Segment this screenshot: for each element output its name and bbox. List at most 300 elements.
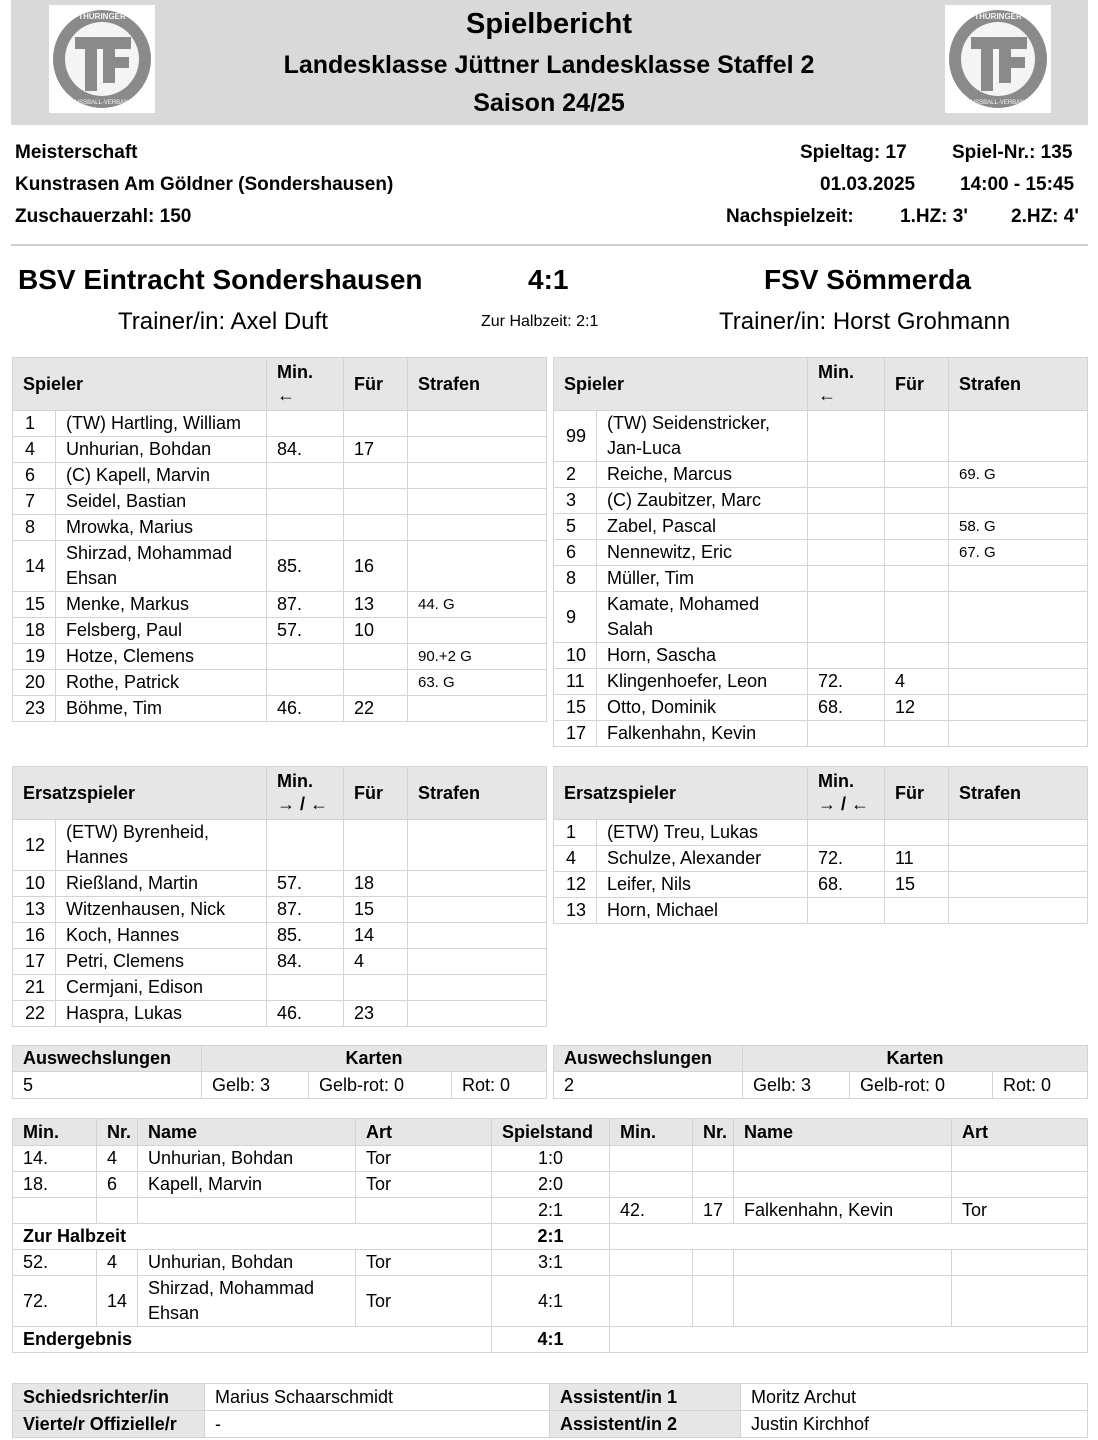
event-home-name: Unhurian, Bohdan xyxy=(138,1250,356,1276)
cards-label: Karten xyxy=(202,1046,547,1072)
logo-bottom-text: FUSSBALL-VERBAND xyxy=(967,100,1029,106)
event-away-minute xyxy=(610,1250,693,1276)
col-home-nr: Nr. xyxy=(97,1119,138,1146)
substituted-for: 4 xyxy=(885,669,949,695)
substituted-for xyxy=(885,566,949,592)
penalty xyxy=(408,1001,547,1027)
stoppage-second-half: 2.HZ: 4' xyxy=(1011,206,1079,227)
substituted-for: 15 xyxy=(344,897,408,923)
report-title: Spielbericht xyxy=(466,8,632,40)
event-home-name: Kapell, Marvin xyxy=(138,1172,356,1198)
penalty xyxy=(408,871,547,897)
cards-label: Karten xyxy=(743,1046,1088,1072)
substitution-minute xyxy=(808,540,885,566)
home-summary-table xyxy=(12,1045,547,1099)
player-number: 18 xyxy=(13,618,56,644)
substituted-for xyxy=(344,975,408,1001)
substituted-for: 17 xyxy=(344,437,408,463)
penalty: 67. G xyxy=(949,540,1088,566)
player-row xyxy=(13,923,547,949)
player-number: 15 xyxy=(554,695,597,721)
substitution-minute: 72. xyxy=(808,669,885,695)
penalty xyxy=(408,897,547,923)
event-away-number xyxy=(693,1276,734,1327)
event-home-name xyxy=(138,1198,356,1224)
substitution-minute xyxy=(808,566,885,592)
event-away-minute: 42. xyxy=(610,1198,693,1224)
event-away-number: 17 xyxy=(693,1198,734,1224)
substitution-minute: 87. xyxy=(267,592,344,618)
event-summary-row xyxy=(13,1224,1088,1250)
player-number: 11 xyxy=(554,669,597,695)
home-team: BSV Eintracht Sondershausen xyxy=(18,264,423,295)
col-penalties: Strafen xyxy=(949,767,1088,820)
player-number: 17 xyxy=(554,721,597,747)
player-number: 1 xyxy=(554,820,597,846)
substitution-minute xyxy=(808,898,885,924)
penalty: 90.+2 G xyxy=(408,644,547,670)
event-away-type: Tor xyxy=(952,1198,1088,1224)
substituted-for: 14 xyxy=(344,923,408,949)
final-result: 4:1 xyxy=(492,1327,610,1353)
player-row xyxy=(13,541,547,592)
substituted-for: 13 xyxy=(344,592,408,618)
player-row xyxy=(13,489,547,515)
competition: Meisterschaft xyxy=(15,142,138,163)
event-home-minute: 18. xyxy=(13,1172,97,1198)
red-cards: Rot: 0 xyxy=(452,1072,547,1099)
penalty xyxy=(949,872,1088,898)
player-row xyxy=(554,669,1088,695)
substitution-minute xyxy=(808,643,885,669)
halftime-label: Zur Halbzeit xyxy=(13,1224,492,1250)
substituted-for xyxy=(344,515,408,541)
player-row xyxy=(554,514,1088,540)
player-number: 8 xyxy=(13,515,56,541)
col-away-nr: Nr. xyxy=(693,1119,734,1146)
event-home-type: Tor xyxy=(356,1276,492,1327)
match-time: 14:00 - 15:45 xyxy=(960,174,1075,195)
event-away-name xyxy=(734,1146,952,1172)
player-name: (C) Kapell, Marvin xyxy=(56,463,267,489)
event-away-type xyxy=(952,1276,1088,1327)
player-name: (C) Zaubitzer, Marc xyxy=(597,488,808,514)
substitution-minute xyxy=(267,820,344,871)
substituted-for xyxy=(344,463,408,489)
player-name: Mrowka, Marius xyxy=(56,515,267,541)
player-number: 13 xyxy=(554,898,597,924)
home-trainer: Trainer/in: Axel Duft xyxy=(118,308,328,335)
player-row xyxy=(554,898,1088,924)
away-trainer: Trainer/in: Horst Grohmann xyxy=(719,308,1011,335)
penalty xyxy=(408,437,547,463)
player-row xyxy=(554,846,1088,872)
player-row xyxy=(554,643,1088,669)
player-row xyxy=(13,437,547,463)
event-row xyxy=(13,1172,1088,1198)
player-row xyxy=(13,820,547,871)
substituted-for xyxy=(344,820,408,871)
halftime-result: 2:1 xyxy=(492,1224,610,1250)
penalty xyxy=(408,820,547,871)
event-home-minute xyxy=(13,1198,97,1224)
player-number: 99 xyxy=(554,411,597,462)
col-player: Spieler xyxy=(13,358,267,411)
substitution-minute xyxy=(267,515,344,541)
player-number: 6 xyxy=(13,463,56,489)
penalty: 69. G xyxy=(949,462,1088,488)
penalty xyxy=(949,820,1088,846)
penalty xyxy=(949,846,1088,872)
player-number: 9 xyxy=(554,592,597,643)
matchday: Spieltag: 17 xyxy=(800,142,907,163)
col-home-name: Name xyxy=(138,1119,356,1146)
player-name: Hotze, Clemens xyxy=(56,644,267,670)
substitution-minute xyxy=(808,514,885,540)
substitution-minute xyxy=(267,489,344,515)
player-row xyxy=(13,949,547,975)
substituted-for xyxy=(885,411,949,462)
player-name: Müller, Tim xyxy=(597,566,808,592)
penalty xyxy=(949,411,1088,462)
penalty xyxy=(408,618,547,644)
player-number: 6 xyxy=(554,540,597,566)
fourth-official-label: Vierte/r Offizielle/r xyxy=(13,1411,205,1438)
col-home-type: Art xyxy=(356,1119,492,1146)
player-number: 5 xyxy=(554,514,597,540)
substitution-minute xyxy=(808,721,885,747)
logo-top-text: THÜRINGER xyxy=(78,12,126,21)
player-name: Klingenhoefer, Leon xyxy=(597,669,808,695)
penalty xyxy=(408,923,547,949)
player-number: 20 xyxy=(13,670,56,696)
penalty: 58. G xyxy=(949,514,1088,540)
player-name: Witzenhausen, Nick xyxy=(56,897,267,923)
event-home-minute: 72. xyxy=(13,1276,97,1327)
player-number: 22 xyxy=(13,1001,56,1027)
event-away-name xyxy=(734,1276,952,1327)
substitution-minute xyxy=(267,463,344,489)
substitution-minute: 46. xyxy=(267,696,344,722)
player-name: Zabel, Pascal xyxy=(597,514,808,540)
event-home-minute: 52. xyxy=(13,1250,97,1276)
final-result-label: Endergebnis xyxy=(13,1327,492,1353)
player-name: Falkenhahn, Kevin xyxy=(597,721,808,747)
events-table xyxy=(12,1118,1088,1353)
subs-count-label: Auswechslungen xyxy=(13,1046,202,1072)
player-row xyxy=(13,411,547,437)
away-team: FSV Sömmerda xyxy=(764,264,971,295)
penalty xyxy=(949,643,1088,669)
player-name: Rießland, Martin xyxy=(56,871,267,897)
event-row xyxy=(13,1198,1088,1224)
player-name: Rothe, Patrick xyxy=(56,670,267,696)
substituted-for: 22 xyxy=(344,696,408,722)
event-score: 2:1 xyxy=(492,1198,610,1224)
match-date: 01.03.2025 xyxy=(820,174,916,195)
player-number: 7 xyxy=(13,489,56,515)
yellow-cards: Gelb: 3 xyxy=(202,1072,309,1099)
away-summary-table xyxy=(553,1045,1088,1099)
assistant1: Moritz Archut xyxy=(741,1384,1088,1411)
col-subs: Ersatzspieler xyxy=(13,767,267,820)
event-home-number: 14 xyxy=(97,1276,138,1327)
player-name: (ETW) Treu, Lukas xyxy=(597,820,808,846)
substitution-minute: 57. xyxy=(267,871,344,897)
player-name: Menke, Markus xyxy=(56,592,267,618)
penalty xyxy=(408,541,547,592)
substitution-minute: 85. xyxy=(267,541,344,592)
player-name: Otto, Dominik xyxy=(597,695,808,721)
player-name: Koch, Hannes xyxy=(56,923,267,949)
substituted-for: 23 xyxy=(344,1001,408,1027)
subs-count-label: Auswechslungen xyxy=(554,1046,743,1072)
penalty xyxy=(949,669,1088,695)
col-penalties: Strafen xyxy=(949,358,1088,411)
player-number: 4 xyxy=(554,846,597,872)
player-name: Schulze, Alexander xyxy=(597,846,808,872)
player-row xyxy=(13,897,547,923)
player-number: 8 xyxy=(554,566,597,592)
halftime-score: Zur Halbzeit: 2:1 xyxy=(481,313,599,330)
substituted-for: 10 xyxy=(344,618,408,644)
substitution-minute: 84. xyxy=(267,949,344,975)
venue: Kunstrasen Am Göldner (Sondershausen) xyxy=(15,174,394,195)
col-away-min: Min. xyxy=(610,1119,693,1146)
event-score: 3:1 xyxy=(492,1250,610,1276)
event-home-number: 6 xyxy=(97,1172,138,1198)
player-row xyxy=(13,670,547,696)
substituted-for: 18 xyxy=(344,871,408,897)
penalty xyxy=(408,975,547,1001)
col-for: Für xyxy=(344,767,408,820)
player-row xyxy=(13,515,547,541)
player-name: Kamate, Mohamed Salah xyxy=(597,592,808,643)
home-players-table xyxy=(12,357,547,722)
player-name: Böhme, Tim xyxy=(56,696,267,722)
event-away-name xyxy=(734,1250,952,1276)
penalty xyxy=(949,695,1088,721)
penalty xyxy=(408,696,547,722)
substituted-for: 15 xyxy=(885,872,949,898)
event-row xyxy=(13,1250,1088,1276)
player-row xyxy=(554,592,1088,643)
penalty xyxy=(408,463,547,489)
player-number: 16 xyxy=(13,923,56,949)
event-home-type xyxy=(356,1198,492,1224)
col-away-type: Art xyxy=(952,1119,1088,1146)
player-name: Seidel, Bastian xyxy=(56,489,267,515)
event-away-number xyxy=(693,1172,734,1198)
substitution-minute xyxy=(808,462,885,488)
penalty xyxy=(408,489,547,515)
substituted-for: 11 xyxy=(885,846,949,872)
yellow-cards: Gelb: 3 xyxy=(743,1072,850,1099)
col-away-name: Name xyxy=(734,1119,952,1146)
substituted-for xyxy=(885,820,949,846)
substituted-for xyxy=(885,462,949,488)
player-name: Unhurian, Bohdan xyxy=(56,437,267,463)
col-penalties: Strafen xyxy=(408,358,547,411)
col-for: Für xyxy=(344,358,408,411)
substitution-minute xyxy=(808,411,885,462)
col-min: Min. ← xyxy=(808,358,885,411)
stoppage-first-half: 1.HZ: 3' xyxy=(900,206,968,227)
player-name: Haspra, Lukas xyxy=(56,1001,267,1027)
substitution-minute xyxy=(267,411,344,437)
substituted-for xyxy=(344,670,408,696)
substituted-for xyxy=(885,721,949,747)
event-away-name: Falkenhahn, Kevin xyxy=(734,1198,952,1224)
officials-table xyxy=(12,1383,1088,1438)
substituted-for xyxy=(344,644,408,670)
player-name: (TW) Seidenstricker, Jan-Luca xyxy=(597,411,808,462)
substitution-minute: 46. xyxy=(267,1001,344,1027)
penalty xyxy=(949,721,1088,747)
event-away-type xyxy=(952,1250,1088,1276)
player-name: Felsberg, Paul xyxy=(56,618,267,644)
subs-count: 5 xyxy=(13,1072,202,1099)
event-away-name xyxy=(734,1172,952,1198)
substituted-for xyxy=(885,514,949,540)
substitution-minute xyxy=(267,975,344,1001)
col-home-min: Min. xyxy=(13,1119,97,1146)
substituted-for xyxy=(344,411,408,437)
player-row xyxy=(13,463,547,489)
player-number: 12 xyxy=(13,820,56,871)
penalty xyxy=(949,898,1088,924)
event-summary-blank xyxy=(610,1224,1088,1250)
player-row xyxy=(13,1001,547,1027)
referee: Marius Schaarschmidt xyxy=(205,1384,550,1411)
col-min: Min. → / ← xyxy=(267,767,344,820)
player-name: Horn, Sascha xyxy=(597,643,808,669)
player-row xyxy=(13,975,547,1001)
yellow-red-cards: Gelb-rot: 0 xyxy=(850,1072,993,1099)
player-row xyxy=(554,411,1088,462)
home-subs-table xyxy=(12,766,547,1027)
player-name: Horn, Michael xyxy=(597,898,808,924)
away-subs-table xyxy=(553,766,1088,924)
event-home-name: Shirzad, Mohammad Ehsan xyxy=(138,1276,356,1327)
referee-label: Schiedsrichter/in xyxy=(13,1384,205,1411)
player-row xyxy=(554,540,1088,566)
penalty xyxy=(949,592,1088,643)
penalty: 44. G xyxy=(408,592,547,618)
substitution-minute: 72. xyxy=(808,846,885,872)
substitution-minute: 84. xyxy=(267,437,344,463)
substituted-for xyxy=(885,643,949,669)
substitution-minute xyxy=(267,670,344,696)
col-subs: Ersatzspieler xyxy=(554,767,808,820)
col-min: Min. → / ← xyxy=(808,767,885,820)
match-number: Spiel-Nr.: 135 xyxy=(952,142,1073,163)
event-away-type xyxy=(952,1172,1088,1198)
player-number: 21 xyxy=(13,975,56,1001)
logo-bottom-text: FUSSBALL-VERBAND xyxy=(71,100,133,106)
yellow-red-cards: Gelb-rot: 0 xyxy=(309,1072,452,1099)
league-name: Landesklasse Jüttner Landesklasse Staffel 2 xyxy=(283,51,815,79)
player-name: Petri, Clemens xyxy=(56,949,267,975)
substitution-minute: 57. xyxy=(267,618,344,644)
substitution-minute: 85. xyxy=(267,923,344,949)
substitution-minute xyxy=(808,488,885,514)
player-row xyxy=(554,820,1088,846)
penalty xyxy=(949,488,1088,514)
penalty: 63. G xyxy=(408,670,547,696)
player-number: 15 xyxy=(13,592,56,618)
event-score: 4:1 xyxy=(492,1276,610,1327)
substitution-minute: 68. xyxy=(808,872,885,898)
event-away-number xyxy=(693,1250,734,1276)
col-for: Für xyxy=(885,358,949,411)
event-score: 2:0 xyxy=(492,1172,610,1198)
player-name: (TW) Hartling, William xyxy=(56,411,267,437)
col-player: Spieler xyxy=(554,358,808,411)
substituted-for xyxy=(885,592,949,643)
substitution-minute xyxy=(267,644,344,670)
substituted-for xyxy=(344,489,408,515)
player-row xyxy=(554,488,1088,514)
player-number: 19 xyxy=(13,644,56,670)
event-home-minute: 14. xyxy=(13,1146,97,1172)
logo-top-text: THÜRINGER xyxy=(974,12,1022,21)
assistant2: Justin Kirchhof xyxy=(741,1411,1088,1438)
penalty xyxy=(408,411,547,437)
fourth-official: - xyxy=(205,1411,550,1438)
event-away-type xyxy=(952,1146,1088,1172)
substituted-for: 12 xyxy=(885,695,949,721)
substitution-minute: 68. xyxy=(808,695,885,721)
red-cards: Rot: 0 xyxy=(993,1072,1088,1099)
player-number: 17 xyxy=(13,949,56,975)
event-row xyxy=(13,1146,1088,1172)
col-for: Für xyxy=(885,767,949,820)
substitution-minute xyxy=(808,592,885,643)
player-number: 3 xyxy=(554,488,597,514)
event-away-minute xyxy=(610,1146,693,1172)
player-name: Reiche, Marcus xyxy=(597,462,808,488)
substitution-minute: 87. xyxy=(267,897,344,923)
player-number: 23 xyxy=(13,696,56,722)
player-number: 10 xyxy=(554,643,597,669)
event-row xyxy=(13,1276,1088,1327)
event-home-type: Tor xyxy=(356,1172,492,1198)
player-name: Leifer, Nils xyxy=(597,872,808,898)
event-summary-blank xyxy=(610,1327,1088,1353)
event-away-minute xyxy=(610,1276,693,1327)
event-away-number xyxy=(693,1146,734,1172)
col-score: Spielstand xyxy=(492,1119,610,1146)
penalty xyxy=(949,566,1088,592)
event-home-number: 4 xyxy=(97,1250,138,1276)
player-row xyxy=(554,695,1088,721)
event-away-minute xyxy=(610,1172,693,1198)
event-home-number xyxy=(97,1198,138,1224)
final-score: 4:1 xyxy=(528,264,569,295)
player-number: 14 xyxy=(13,541,56,592)
stoppage-label: Nachspielzeit: xyxy=(726,206,854,227)
penalty xyxy=(408,949,547,975)
player-number: 12 xyxy=(554,872,597,898)
player-number: 2 xyxy=(554,462,597,488)
substituted-for xyxy=(885,540,949,566)
player-number: 10 xyxy=(13,871,56,897)
player-name: Nennewitz, Eric xyxy=(597,540,808,566)
player-name: (ETW) Byrenheid, Hannes xyxy=(56,820,267,871)
event-score: 1:0 xyxy=(492,1146,610,1172)
substituted-for: 4 xyxy=(344,949,408,975)
